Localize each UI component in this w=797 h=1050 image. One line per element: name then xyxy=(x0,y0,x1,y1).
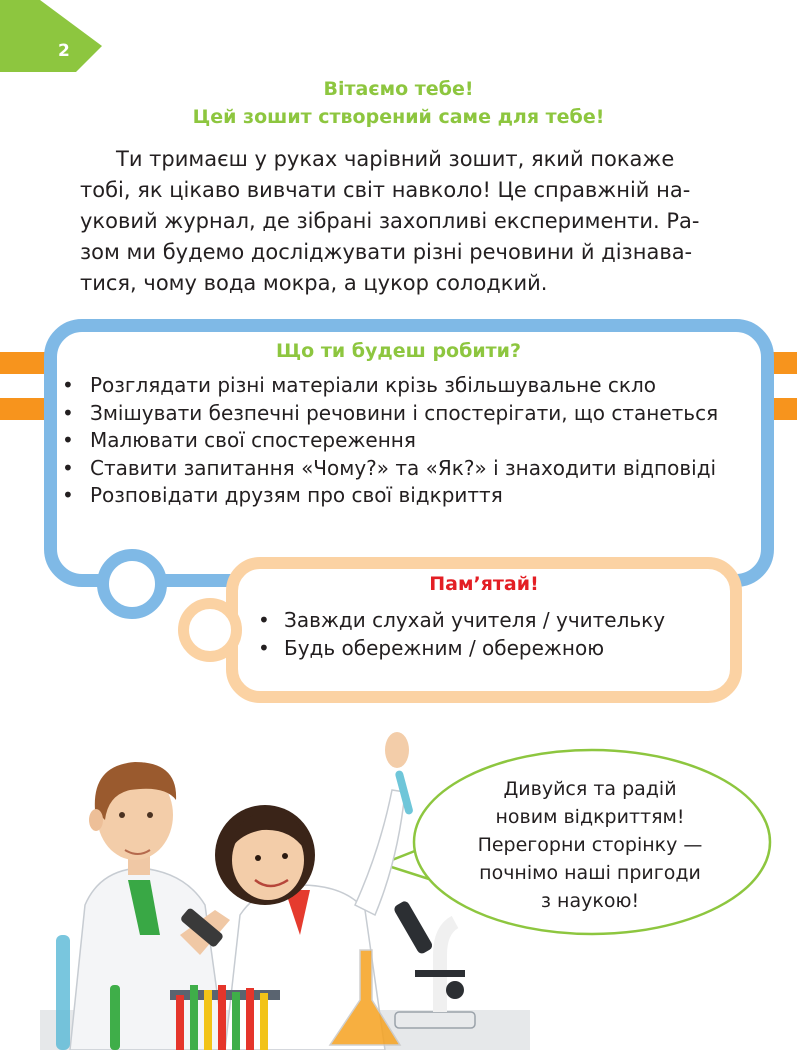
greeting-heading: Вітаємо тебе! xyxy=(323,78,474,100)
list-item: • Будь обережним / обережною xyxy=(258,636,605,660)
girl-figure xyxy=(215,732,414,1050)
blue-ring-decor xyxy=(97,549,167,619)
list-item: • Завжди слухай учителя / учительку xyxy=(258,608,666,632)
list-item: • Розповідати друзям про свої відкриття xyxy=(62,483,503,507)
activities-list xyxy=(62,372,752,510)
page-number: 2 xyxy=(58,41,70,61)
intro-line: уковий журнал, де зібрані захопливі експерименти. Ра- xyxy=(80,209,700,233)
list-item: • Ставити запитання «Чому?» та «Як?» і знаходити відповіді xyxy=(62,455,717,480)
bubble-line: новим відкриттям! xyxy=(495,806,685,828)
bubble-line: почнімо наші пригоди xyxy=(479,862,701,884)
page-number-tab xyxy=(0,0,102,72)
remember-list xyxy=(258,606,665,662)
intro-line: тися, чому вода мокра, а цукор солодкий. xyxy=(80,271,548,295)
left-decor-bar-bottom xyxy=(0,398,50,420)
microscope xyxy=(393,900,475,1028)
greeting-subheading: Цей зошит створений саме для тебе! xyxy=(192,106,605,128)
intro-paragraph xyxy=(80,144,720,299)
speech-bubble-text xyxy=(430,775,750,915)
right-decor-bar-bottom xyxy=(770,398,797,420)
activities-title: Що ти будеш робити? xyxy=(275,340,522,362)
bubble-line: Дивуйся та радій xyxy=(503,778,677,800)
bubble-line: з наукою! xyxy=(540,890,640,912)
intro-line: тобі, як цікаво вивчати світ навколо! Це справжній на- xyxy=(80,178,691,202)
intro-line: Ти тримаєш у руках чарівний зошит, який покаже xyxy=(116,147,675,171)
orange-ring-decor xyxy=(178,598,242,662)
bubble-line: Перегорни сторінку — xyxy=(477,834,703,856)
list-item: • Малювати свої спостереження xyxy=(62,428,416,452)
list-item: • Змішувати безпечні речовини і спостерігати, що станеться xyxy=(62,400,719,425)
list-item: • Розглядати різні матеріали крізь збільшувальне скло xyxy=(62,373,656,397)
remember-title: Пам’ятай! xyxy=(429,573,539,595)
intro-line: зом ми будемо досліджувати різні речовини й дізнава- xyxy=(80,240,693,264)
